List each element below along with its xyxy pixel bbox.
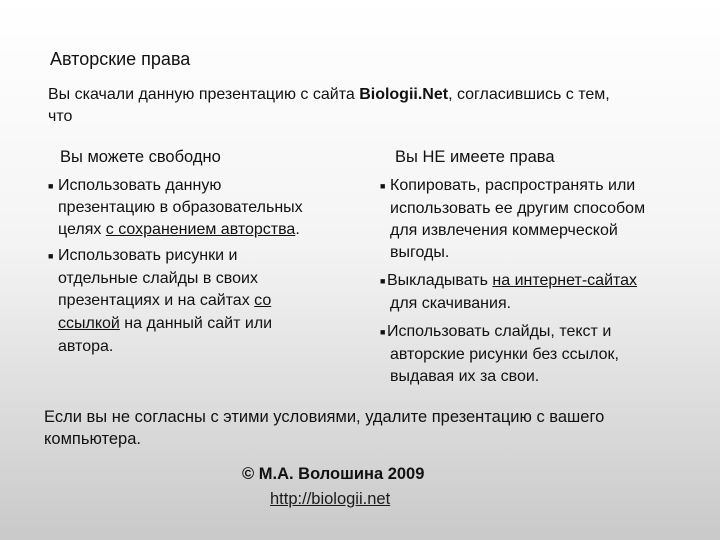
intro-line-1 [48, 86, 610, 104]
right-item-3-line-3: выдавая их за свои. [390, 368, 540, 385]
underlined-text: на интернет-сайтах [492, 272, 638, 289]
bullet-icon: ■ [380, 181, 386, 191]
text: . [295, 221, 300, 238]
intro-text: Вы скачали данную презентацию с сайта [48, 86, 360, 103]
left-item-2-line-5: автора. [58, 338, 114, 355]
left-column-heading: Вы можете свободно [60, 148, 221, 166]
right-item-1-line-1: Копировать, распространять или [390, 177, 636, 194]
bullet-icon: ■ [380, 276, 386, 286]
slide-title: Авторские права [50, 49, 191, 69]
underlined-text: с сохранением авторства [105, 221, 296, 238]
underlined-text: ссылкой [58, 315, 120, 332]
text: на данный сайт или [119, 315, 273, 332]
right-item-3-line-2: авторские рисунки без ссылок, [390, 346, 619, 363]
right-item-1-line-3: для извлечения коммерческой [390, 222, 618, 239]
copyright-text: © М.А. Волошина 2009 [242, 465, 425, 483]
left-item-1-line-2: презентацию в образовательных [58, 199, 303, 216]
bullet-icon: ■ [380, 327, 386, 337]
left-item-1-line-3 [58, 219, 300, 242]
left-item-2-line-2: отдельные слайды в своих [58, 270, 258, 287]
right-item-3-line-1: Использовать слайды, текст и [387, 323, 612, 340]
footer-line-1: Если вы не согласны с этими условиями, удалите презентацию с вашего [44, 408, 605, 426]
site-link[interactable]: http://biologii.net [270, 490, 391, 508]
bullet-icon: ■ [48, 251, 54, 261]
intro-line-2: что [48, 108, 73, 125]
left-item-1-line-1: Использовать данную [58, 177, 222, 194]
left-item-2-line-3 [58, 290, 271, 313]
left-item-2-line-4 [58, 313, 272, 336]
right-item-2-line-2: для скачивания. [390, 295, 512, 312]
footer-line-2: компьютера. [44, 430, 141, 448]
site-name: Biologii.Net [359, 86, 449, 103]
text: презентациях и на сайтах [58, 292, 255, 309]
text: целях [58, 221, 106, 238]
left-item-2-line-1: Использовать рисунки и [58, 247, 238, 264]
right-item-2-line-1 [387, 270, 637, 293]
intro-text-tail: , согласившись с тем, [448, 86, 610, 103]
right-item-1-line-4: выгоды. [390, 244, 450, 261]
right-item-1-line-2: использовать ее другим способом [390, 200, 646, 217]
right-column-heading: Вы НЕ имеете права [395, 148, 555, 166]
text: Выкладывать [387, 272, 493, 289]
bullet-icon: ■ [48, 181, 54, 191]
underlined-text: со [254, 292, 272, 309]
